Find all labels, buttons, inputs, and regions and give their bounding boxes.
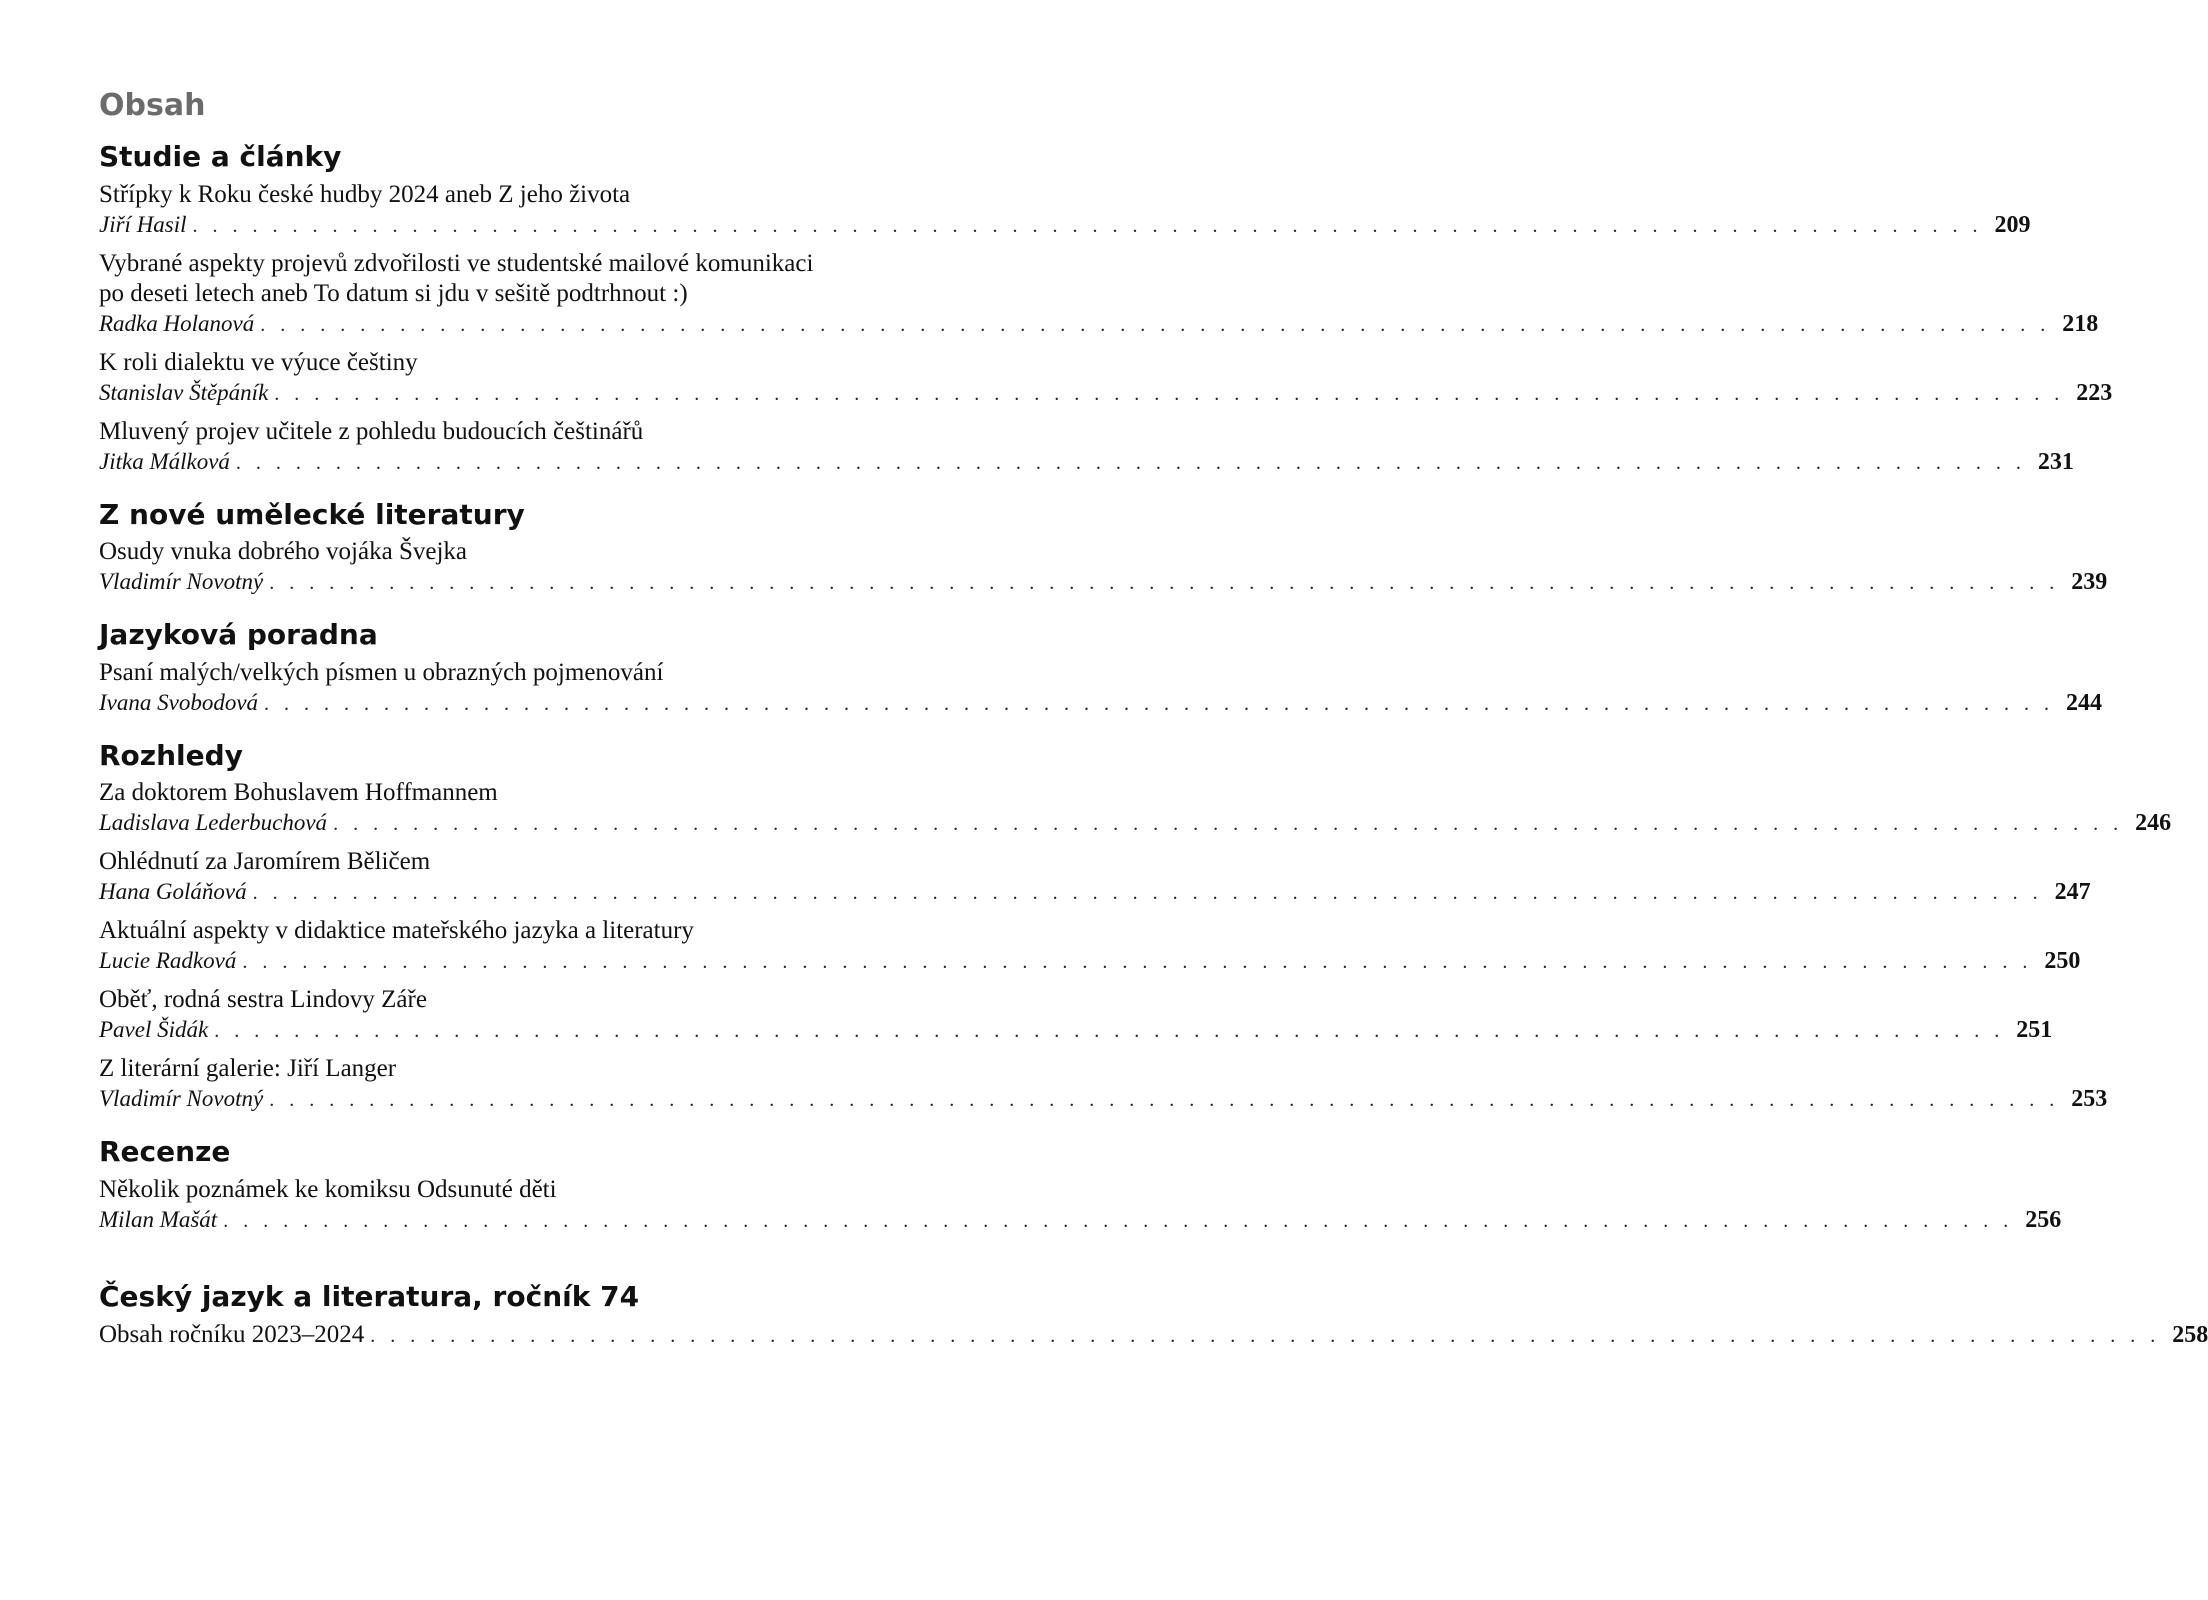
leader-dots: . . . . . . . . . . . . . . . . . . . . . . . . . . . . . . . . . . . . . . . . . . . . . . . . . . . . . . . . . . . . . . . . . . . . . . . . . . . . . . . . . . . . . . . . . . <box>260 313 2051 336</box>
entry-author: Vladimír Novotný <box>99 1086 264 1112</box>
entry-author: Pavel Šidák <box>99 1017 209 1043</box>
entry-author: Jitka Málková <box>99 448 230 474</box>
entry-page: 250 <box>2044 948 2081 975</box>
entry-line <box>99 1205 2062 1236</box>
entry-line <box>99 378 2113 409</box>
entry-page: 209 <box>1994 211 2031 238</box>
entry-line <box>99 946 2081 977</box>
entry-line <box>99 1015 2053 1046</box>
leader-dots: . . . . . . . . . . . . . . . . . . . . . . . . . . . . . . . . . . . . . . . . . . . . . . . . . . . . . . . . . . . . . . . . . . . . . . . . . . . . . . . . . . . . . . . . . . <box>242 951 2033 974</box>
entry-author: Hana Goláňová <box>99 879 247 905</box>
entry-line <box>99 1084 2108 1115</box>
entry-page: 244 <box>2066 689 2103 716</box>
leader-dots: . . . . . . . . . . . . . . . . . . . . . . . . . . . . . . . . . . . . . . . . . . . . . . . . . . . . . . . . . . . . . . . . . . . . . . . . . . . . . . . . . . . . . . . . . . <box>214 1020 2005 1043</box>
leader-dots: . . . . . . . . . . . . . . . . . . . . . . . . . . . . . . . . . . . . . . . . . . . . . . . . . . . . . . . . . . . . . . . . . . . . . . . . . . . . . . . . . . . . . . . . . . <box>223 1209 2014 1232</box>
entry-author: Lucie Radková <box>99 948 237 974</box>
entry-line <box>99 309 2099 340</box>
entry-title: K roli dialektu ve výuce češtiny <box>99 348 418 376</box>
entry-page: 218 <box>2062 310 2099 337</box>
section-heading: Český jazyk a literatura, ročník 74 <box>99 1279 640 1313</box>
entry-author: Radka Holanová <box>99 310 255 336</box>
section-rozhledy <box>99 738 2172 1116</box>
toc-entry[interactable] <box>99 180 2031 241</box>
toc-entry[interactable] <box>99 249 2099 340</box>
entry-page: 256 <box>2025 1206 2062 1233</box>
entry-title: Mluvený projev učitele z pohledu budoucích češtinářů <box>99 417 644 445</box>
entry-title: Ohlédnutí za Jaromírem Běličem <box>99 848 431 876</box>
entry-title: Osudy vnuka dobrého vojáka Švejka <box>99 538 467 566</box>
toc-entry[interactable] <box>99 985 2053 1046</box>
section-heading: Studie a články <box>99 140 342 173</box>
section-heading: Recenze <box>99 1135 231 1169</box>
toc-title: Obsah <box>99 88 206 123</box>
leader-dots: . . . . . . . . . . . . . . . . . . . . . . . . . . . . . . . . . . . . . . . . . . . . . . . . . . . . . . . . . . . . . . . . . . . . . . . . . . . . . . . . . . . . . . . . . . <box>333 813 2124 836</box>
entry-page: 247 <box>2054 879 2091 906</box>
leader-dots: . . . . . . . . . . . . . . . . . . . . . . . . . . . . . . . . . . . . . . . . . . . . . . . . . . . . . . . . . . . . . . . . . . . . . . . . . . . . . . . . . . . . . . . . . . <box>252 882 2043 905</box>
entry-author: Stanislav Štěpáník <box>99 379 269 405</box>
leader-dots: . . . . . . . . . . . . . . . . . . . . . . . . . . . . . . . . . . . . . . . . . . . . . . . . . . . . . . . . . . . . . . . . . . . . . . . . . . . . . . . . . . . . . . . . . . <box>269 1089 2060 1112</box>
entry-page: 246 <box>2135 810 2172 837</box>
section-z-nove-umelecke-literatury <box>99 497 2108 599</box>
entry-page: 258 <box>2172 1321 2208 1348</box>
leader-dots: . . . . . . . . . . . . . . . . . . . . . . . . . . . . . . . . . . . . . . . . . . . . . . . . . . . . . . . . . . . . . . . . . . . . . . . . . . . . . . . . . . . . . . . . . . <box>274 382 2065 405</box>
section-heading: Rozhledy <box>99 738 243 772</box>
entry-title: Oběť, rodná sestra Lindovy Záře <box>99 986 427 1014</box>
toc-entry[interactable] <box>99 1175 2062 1236</box>
section-jazykova-poradna <box>99 618 2103 719</box>
table-of-contents <box>99 88 2208 1371</box>
entry-line <box>99 210 2031 241</box>
section-heading: Z nové umělecké literatury <box>99 497 525 531</box>
leader-dots: . . . . . . . . . . . . . . . . . . . . . . . . . . . . . . . . . . . . . . . . . . . . . . . . . . . . . . . . . . . . . . . . . . . . . . . . . . . . . . . . . . . . . . . . . . <box>269 572 2060 595</box>
section-recenze <box>99 1135 2062 1236</box>
entry-line <box>99 567 2108 598</box>
toc-entry[interactable] <box>99 1320 2208 1351</box>
entry-title: Z literární galerie: Jiří Langer <box>99 1055 397 1083</box>
section-volume-contents <box>99 1279 2208 1351</box>
toc-entry[interactable] <box>99 847 2091 908</box>
entry-title: Střípky k Roku české hudby 2024 aneb Z jeho života <box>99 180 631 208</box>
entry-line <box>99 688 2103 719</box>
toc-entry[interactable] <box>99 537 2108 598</box>
entry-line <box>99 877 2091 908</box>
entry-line <box>99 1320 2208 1351</box>
entry-author: Ladislava Lederbuchová <box>99 810 328 836</box>
entry-line <box>99 808 2172 839</box>
toc-entry[interactable] <box>99 916 2081 977</box>
entry-title: Za doktorem Bohuslavem Hoffmannem <box>99 779 498 807</box>
entry-title: Vybrané aspekty projevů zdvořilosti ve studentské mailové komunikaci po deseti letech aneb To datum si jdu v sešitě podtrhnout :) <box>99 249 814 307</box>
entry-page: 251 <box>2016 1017 2053 1044</box>
leader-dots: . . . . . . . . . . . . . . . . . . . . . . . . . . . . . . . . . . . . . . . . . . . . . . . . . . . . . . . . . . . . . . . . . . . . . . . . . . . . . . . . . . . . . . . . . . <box>192 214 1983 237</box>
leader-dots: . . . . . . . . . . . . . . . . . . . . . . . . . . . . . . . . . . . . . . . . . . . . . . . . . . . . . . . . . . . . . . . . . . . . . . . . . . . . . . . . . . . . . . . . . . <box>264 692 2055 715</box>
section-studie-a-clanky <box>99 140 2113 478</box>
entry-page: 239 <box>2071 569 2108 596</box>
toc-entry[interactable] <box>99 1054 2108 1115</box>
entry-title: Obsah ročníku 2023–2024 <box>99 1320 365 1348</box>
entry-title: Několik poznámek ke komiksu Odsunuté děti <box>99 1175 557 1203</box>
entry-author: Vladimír Novotný <box>99 569 264 595</box>
entry-line <box>99 447 2074 478</box>
entry-page: 231 <box>2037 448 2074 475</box>
leader-dots: . . . . . . . . . . . . . . . . . . . . . . . . . . . . . . . . . . . . . . . . . . . . . . . . . . . . . . . . . . . . . . . . . . . . . . . . . . . . . . . . . . . . . . . . . . <box>235 451 2026 474</box>
entry-author: Jiří Hasil <box>99 211 187 237</box>
toc-entry[interactable] <box>99 658 2103 719</box>
section-heading: Jazyková poradna <box>99 618 378 652</box>
toc-entry[interactable] <box>99 348 2113 409</box>
entry-title: Psaní malých/velkých písmen u obrazných pojmenování <box>99 658 664 686</box>
entry-author: Ivana Svobodová <box>99 689 259 715</box>
toc-entry[interactable] <box>99 778 2172 839</box>
toc-entry[interactable] <box>99 417 2074 478</box>
entry-title: Aktuální aspekty v didaktice mateřského jazyka a literatury <box>99 917 694 945</box>
leader-dots: . . . . . . . . . . . . . . . . . . . . . . . . . . . . . . . . . . . . . . . . . . . . . . . . . . . . . . . . . . . . . . . . . . . . . . . . . . . . . . . . . . . . . . . . . . <box>370 1324 2161 1347</box>
entry-author: Milan Mašát <box>99 1206 218 1232</box>
entry-page: 223 <box>2076 379 2113 406</box>
entry-page: 253 <box>2071 1086 2108 1113</box>
